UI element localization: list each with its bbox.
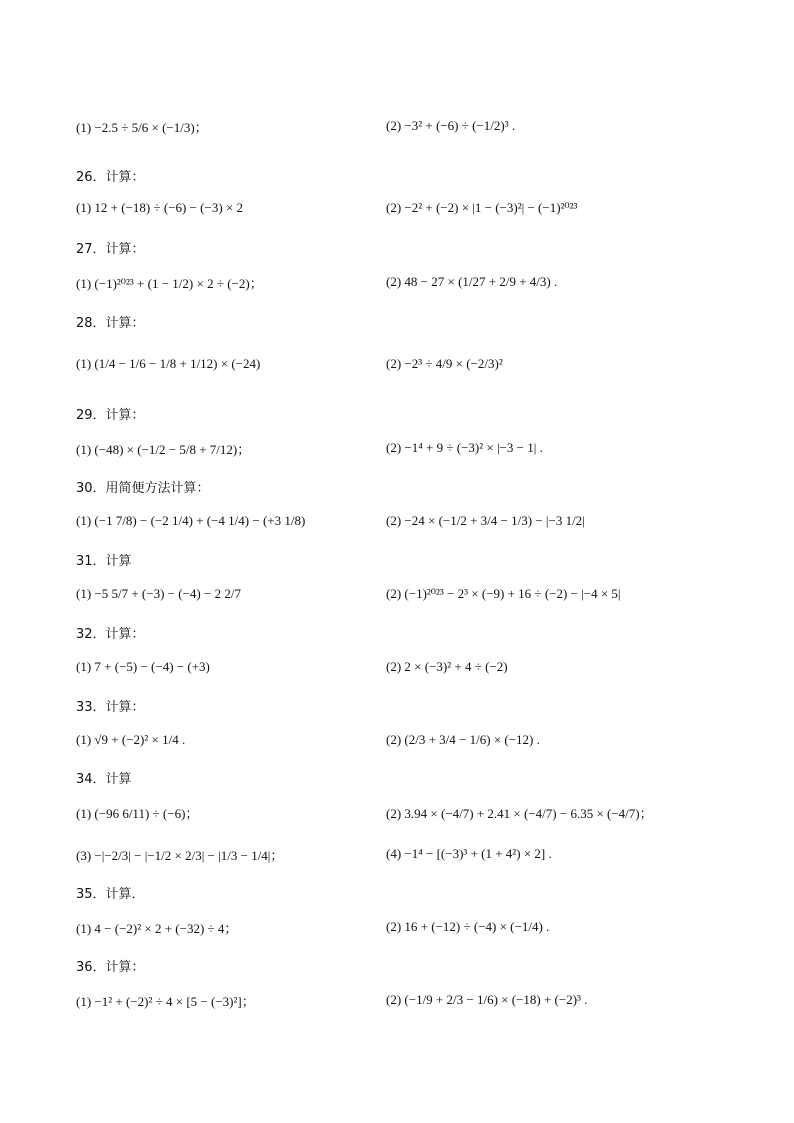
problem-33-2	[386, 718, 540, 762]
problem-34-1	[76, 790, 198, 834]
problem-label: (2) −2² + (−2) × |1 − (−3)²| − (−1)²⁰²³	[386, 200, 578, 215]
problem-label: (1) −5 5/7 + (−3) − (−4) − 2 2/7	[76, 586, 241, 601]
problem-32-2	[386, 645, 508, 689]
problem-25-1	[76, 104, 208, 148]
section-heading-33: 33．计算：	[76, 700, 145, 715]
section-heading-29: 29．计算：	[76, 408, 145, 423]
section-heading-30: 30．用简便方法计算：	[76, 481, 210, 496]
problem-36-1	[76, 978, 255, 1022]
problem-32-1	[76, 645, 210, 689]
problem-label: (2) (−1)²⁰²³ − 2³ × (−9) + 16 ÷ (−2) − |−4 × 5|	[386, 586, 621, 601]
problem-29-2	[386, 426, 543, 470]
section-heading-31: 31．计算	[76, 554, 132, 569]
section-heading-36: 36．计算：	[76, 960, 145, 975]
problem-label: (1) (−96 6/11) ÷ (−6)；	[76, 805, 199, 821]
problem-34-3	[76, 832, 283, 876]
problem-27-1	[76, 260, 263, 304]
problem-36-2	[386, 978, 587, 1022]
problem-label: (1) (−1)²⁰²³ + (1 − 1/2) × 2 ÷ (−2)；	[76, 275, 263, 291]
problem-30-2	[386, 499, 585, 543]
problem-label: (1) −1² + (−2)² ÷ 4 × [5 − (−3)²]；	[76, 993, 255, 1009]
section-heading-34: 34．计算	[76, 772, 132, 787]
problem-30-1	[76, 499, 305, 543]
problem-label: (2) 48 − 27 × (1/27 + 2/9 + 4/3) .	[386, 274, 558, 289]
problem-label: (2) −3² + (−6) ÷ (−1/2)³ .	[386, 118, 516, 133]
problem-26-1	[76, 186, 243, 230]
problem-label: (2) 2 × (−3)² + 4 ÷ (−2)	[386, 659, 508, 674]
problem-34-4	[386, 832, 552, 876]
problem-label: (1) √9 + (−2)² × 1/4 .	[76, 732, 186, 747]
section-heading-27: 27．计算：	[76, 242, 145, 257]
problem-26-2	[386, 186, 577, 230]
problem-27-2	[386, 260, 557, 304]
problem-label: (3) −|−2/3| − |−1/2 × 2/3| − |1/3 − 1/4|；	[76, 847, 284, 863]
section-heading-28: 28．计算：	[76, 316, 145, 331]
problem-31-2	[386, 572, 621, 616]
problem-label: (2) −24 × (−1/2 + 3/4 − 1/3) − |−3 1/2|	[386, 513, 585, 528]
problem-28-1	[76, 342, 260, 386]
section-heading-35: 35．计算．	[76, 887, 145, 902]
problem-34-2	[386, 790, 653, 834]
problem-label: (2) 3.94 × (−4/7) + 2.41 × (−4/7) − 6.35 × (−4/7)；	[386, 805, 653, 821]
problem-label: (1) 12 + (−18) ÷ (−6) − (−3) × 2	[76, 200, 244, 215]
problem-31-1	[76, 572, 241, 616]
problem-label: (2) (−1/9 + 2/3 − 1/6) × (−18) + (−2)³ .	[386, 992, 588, 1007]
problem-28-2	[386, 342, 503, 386]
problem-label: (2) −2³ ÷ 4/9 × (−2/3)²	[386, 356, 503, 371]
problem-label: (2) (2/3 + 3/4 − 1/6) × (−12) .	[386, 732, 540, 747]
problem-label: (2) −1⁴ + 9 ÷ (−3)² × |−3 − 1| .	[386, 440, 543, 455]
problem-label: (1) 4 − (−2)² × 2 + (−32) ÷ 4；	[76, 920, 238, 936]
problem-33-1	[76, 718, 185, 762]
section-heading-32: 32．计算：	[76, 627, 145, 642]
problem-35-1	[76, 905, 237, 949]
problem-25-2	[386, 104, 515, 148]
section-heading-26: 26．计算：	[76, 170, 145, 185]
problem-label: (1) (−1 7/8) − (−2 1/4) + (−4 1/4) − (+3 1/8)	[76, 513, 306, 528]
problem-label: (1) −2.5 ÷ 5/6 × (−1/3)；	[76, 119, 208, 135]
problem-29-1	[76, 426, 250, 470]
problem-label: (1) 7 + (−5) − (−4) − (+3)	[76, 659, 210, 674]
problem-label: (4) −1⁴ − [(−3)³ + (1 + 4²) × 2] .	[386, 846, 552, 861]
problem-35-2	[386, 905, 549, 949]
problem-label: (1) (−48) × (−1/2 − 5/8 + 7/12)；	[76, 441, 251, 457]
problem-label: (1) (1/4 − 1/6 − 1/8 + 1/12) × (−24)	[76, 356, 261, 371]
problem-label: (2) 16 + (−12) ÷ (−4) × (−1/4) .	[386, 919, 550, 934]
